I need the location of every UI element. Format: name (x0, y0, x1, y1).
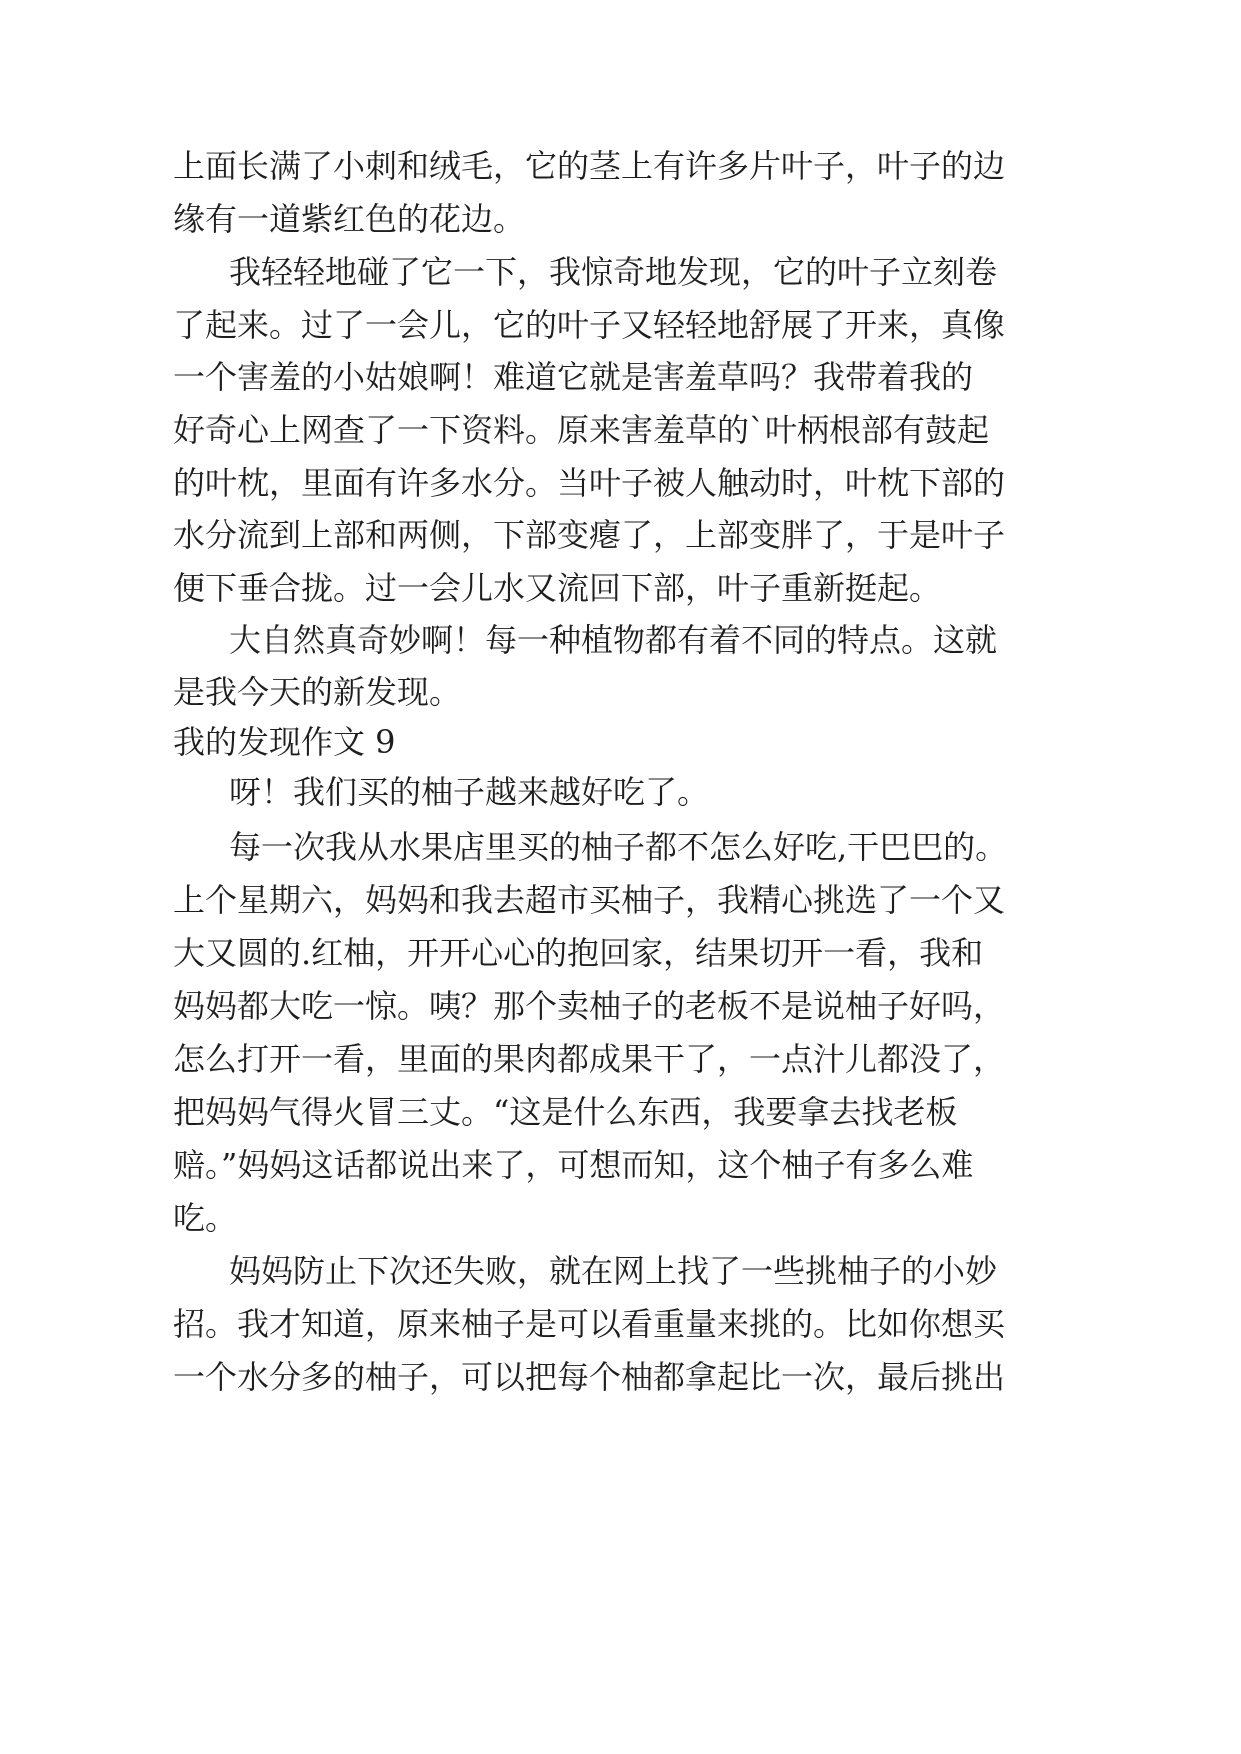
text-line-10: 大自然真奇妙啊！每一种植物都有着不同的特点。这就 (229, 621, 998, 659)
text-line-17: 妈妈都大吃一惊。咦？那个卖柚子的老板不是说柚子好吗， (173, 987, 1006, 1025)
text-line-8: 水分流到上部和两侧，下部变瘪了，上部变胖了，于是叶子 (173, 516, 1006, 554)
text-line-23: 招。我才知道，原来柚子是可以看重量来挑的。比如你想买 (173, 1305, 1006, 1343)
text-line-18: 怎么打开一看，里面的果肉都成果干了，一点汁儿都没了， (173, 1040, 1006, 1078)
text-line-19: 把妈妈气得火冒三丈。“这是什么东西，我要拿去找老板 (173, 1093, 958, 1131)
text-line-22: 妈妈防止下次还失败，就在网上找了一些挑柚子的小妙 (229, 1252, 998, 1290)
text-line-9: 便下垂合拢。过一会儿水又流回下部，叶子重新挺起。 (173, 569, 942, 607)
text-line-15: 上个星期六，妈妈和我去超市买柚子，我精心挑选了一个又 (173, 881, 1006, 919)
text-line-11: 是我今天的新发现。 (173, 673, 462, 711)
text-line-7: 的叶枕，里面有许多水分。当叶子被人触动时，叶枕下部的 (173, 464, 1006, 502)
text-line-1: 上面长满了小刺和绒毛，它的茎上有许多片叶子，叶子的边 (173, 147, 1006, 185)
text-line-6: 好奇心上网查了一下资料。原来害羞草的`叶柄根部有鼓起 (173, 411, 990, 449)
text-line-3: 我轻轻地碰了它一下，我惊奇地发现，它的叶子立刻卷 (229, 253, 998, 291)
text-line-13: 呀！我们买的柚子越来越好吃了。 (229, 773, 710, 811)
text-line-20: 赔。”妈妈这话都说出来了，可想而知，这个柚子有多么难 (173, 1146, 974, 1184)
text-line-16: 大又圆的.红柚，开开心心的抱回家，结果切开一看，我和 (173, 934, 984, 972)
text-line-21: 吃。 (173, 1199, 238, 1237)
text-line-2: 缘有一道紫红色的花边。 (173, 200, 526, 238)
text-line-5: 一个害羞的小姑娘啊！难道它就是害羞草吗？我带着我的 (173, 358, 974, 396)
text-line-24: 一个水分多的柚子，可以把每个柚都拿起比一次，最后挑出 (173, 1358, 1006, 1396)
text-line-4: 了起来。过了一会儿，它的叶子又轻轻地舒展了开来，真像 (173, 306, 1006, 344)
text-line-14: 每一次我从水果店里买的柚子都不怎么好吃,干巴巴的。 (229, 828, 1008, 866)
section-heading: 我的发现作文 9 (173, 723, 396, 761)
